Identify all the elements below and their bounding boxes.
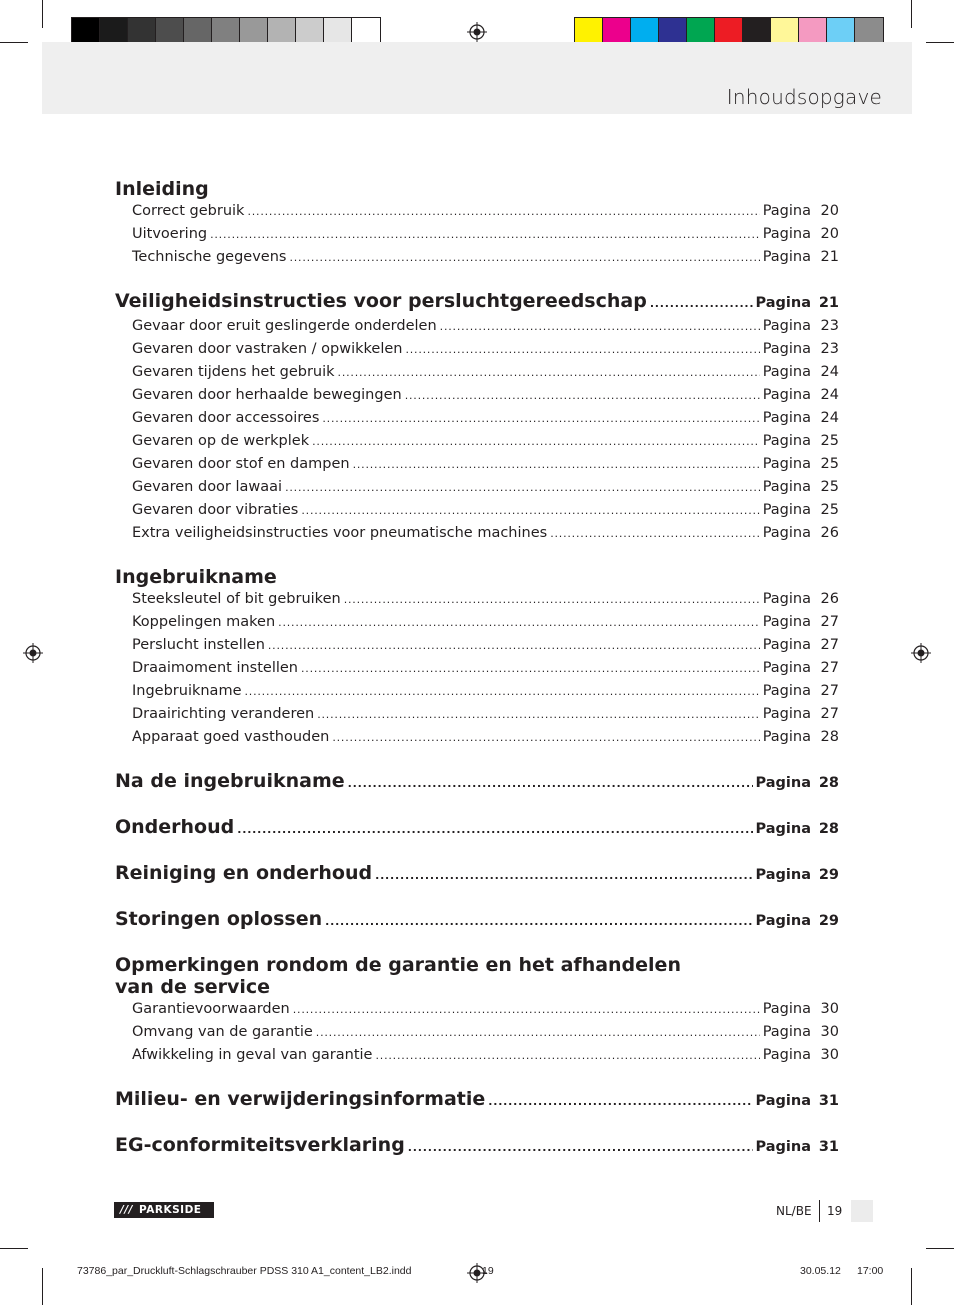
toc-entry (115, 315, 839, 338)
page-ref: 27 (820, 637, 839, 653)
toc-entry-label: Gevaren door stof en dampen (132, 456, 350, 472)
page-ref: 28 (818, 821, 839, 837)
toc-entry (115, 726, 839, 749)
toc-entry (115, 430, 839, 453)
leader-dots (353, 454, 760, 476)
page-ref: 21 (820, 249, 839, 265)
page-ref: 28 (818, 775, 839, 791)
toc-entry-label: Draaimoment instellen (132, 660, 298, 676)
leader-dots (408, 1137, 753, 1159)
leader-dots (237, 819, 752, 841)
toc-section-title: Milieu- en verwijderingsinformatie (115, 1088, 486, 1110)
page-label: Pagina (762, 591, 811, 607)
toc-entry (115, 407, 839, 430)
page-ref: 20 (820, 226, 839, 242)
slug-time: 17:00 (857, 1265, 884, 1277)
page-ref: 23 (820, 318, 839, 334)
leader-dots (332, 727, 759, 749)
page-label: Pagina (755, 913, 811, 929)
leader-dots (312, 431, 760, 453)
toc-section-row (115, 908, 839, 933)
toc-section-title: Onderhoud (115, 816, 235, 838)
table-of-contents (115, 178, 839, 1159)
toc-entry (115, 703, 839, 726)
page-label: Pagina (762, 318, 811, 334)
registration-mark-icon (911, 643, 931, 663)
page-ref: 30 (820, 1047, 839, 1063)
page-ref: 27 (820, 683, 839, 699)
leader-dots (301, 500, 759, 522)
page-ref: 25 (820, 456, 839, 472)
page-label: Pagina (762, 637, 811, 653)
leader-dots (289, 247, 759, 269)
toc-entry (115, 1044, 839, 1067)
registration-mark-icon (467, 22, 487, 42)
page-ref: 24 (820, 410, 839, 426)
toc-section-title: Ingebruikname (115, 566, 277, 588)
page-ref: 30 (820, 1024, 839, 1040)
page-ref: 25 (820, 479, 839, 495)
leader-dots (550, 523, 760, 545)
toc-entry-label: Gevaren tijdens het gebruik (132, 364, 335, 380)
page-ref: 27 (820, 614, 839, 630)
leader-dots (316, 1022, 760, 1044)
toc-entry-label: Technische gegevens (132, 249, 287, 265)
toc-section-row (115, 290, 839, 315)
crop-mark (0, 42, 28, 43)
toc-section-title: Storingen oplossen (115, 908, 323, 930)
page-ref: 31 (818, 1093, 839, 1109)
toc-entry-label: Draairichting veranderen (132, 706, 315, 722)
toc-entry (115, 200, 839, 223)
toc-entry-label: Extra veiligheidsinstructies voor pneumatische machines (132, 525, 548, 541)
page-ref: 29 (818, 913, 839, 929)
page-label: Pagina (755, 1093, 811, 1109)
page-ref: 25 (820, 502, 839, 518)
page-label: Pagina (762, 456, 811, 472)
page-label: Pagina (755, 295, 811, 311)
toc-section-row (115, 1088, 839, 1113)
page-label: Pagina (762, 410, 811, 426)
toc-entry-label: Garantievoorwaarden (132, 1001, 290, 1017)
toc-entry-label: Perslucht instellen (132, 637, 265, 653)
toc-entry (115, 361, 839, 384)
page-label: Pagina (762, 660, 811, 676)
page-ref: 29 (818, 867, 839, 883)
page-label: Pagina (762, 226, 811, 242)
toc-entry-label: Correct gebruik (132, 203, 245, 219)
page-label: Pagina (762, 203, 811, 219)
leader-dots (322, 408, 759, 430)
leader-dots (268, 635, 760, 657)
page-ref: 24 (820, 364, 839, 380)
page-label: Pagina (755, 867, 811, 883)
crop-mark (0, 1248, 28, 1249)
toc-entry (115, 476, 839, 499)
leader-dots (317, 704, 759, 726)
toc-entry-label: Afwikkeling in geval van garantie (132, 1047, 373, 1063)
page-ref: 23 (820, 341, 839, 357)
page-label: Pagina (762, 387, 811, 403)
page-label: Pagina (762, 614, 811, 630)
brand-slashes: /// (120, 1204, 134, 1216)
toc-section-row (115, 1134, 839, 1159)
leader-dots (348, 773, 753, 795)
page-label: Pagina (755, 1139, 811, 1155)
toc-entry (115, 680, 839, 703)
toc-section-title: EG-conformiteitsverklaring (115, 1134, 405, 1156)
toc-entry (115, 223, 839, 246)
page-label: Pagina (762, 683, 811, 699)
page-label: Pagina (762, 433, 811, 449)
leader-dots (344, 589, 760, 611)
page-label: Pagina (755, 775, 811, 791)
toc-entry-label: Apparaat goed vasthouden (132, 729, 330, 745)
toc-section-title-line2: van de service (115, 976, 271, 998)
toc-entry (115, 384, 839, 407)
crop-mark (42, 0, 43, 28)
slug-page: 19 (482, 1265, 494, 1277)
parkside-logo (114, 1202, 214, 1218)
toc-entry (115, 998, 839, 1021)
page-label: Pagina (755, 821, 811, 837)
toc-entry (115, 246, 839, 269)
crop-mark (42, 1268, 43, 1305)
toc-entry (115, 1021, 839, 1044)
toc-entry-label: Koppelingen maken (132, 614, 276, 630)
page-label: Pagina (762, 729, 811, 745)
leader-dots (338, 362, 760, 384)
page-number: 19 (827, 1204, 843, 1218)
toc-section-title: Opmerkingen rondom de garantie en het afhandelen (115, 954, 681, 976)
toc-section-row (115, 862, 839, 887)
toc-entry-label: Gevaren op de werkplek (132, 433, 310, 449)
toc-entry-label: Gevaren door lawaai (132, 479, 283, 495)
toc-entry-label: Uitvoering (132, 226, 208, 242)
leader-dots (247, 201, 759, 223)
page-label: Pagina (762, 1024, 811, 1040)
leader-dots (285, 477, 760, 499)
toc-section-row (115, 770, 839, 795)
page-ref: 25 (820, 433, 839, 449)
page-ref: 30 (820, 1001, 839, 1017)
leader-dots (210, 224, 760, 246)
crop-mark (911, 1268, 912, 1305)
toc-entry (115, 657, 839, 680)
toc-entry-label: Gevaren door herhaalde bewegingen (132, 387, 402, 403)
crop-mark (911, 0, 912, 28)
slug-date: 30.05.12 (800, 1265, 841, 1277)
registration-mark-icon (23, 643, 43, 663)
toc-entry (115, 499, 839, 522)
toc-entry-label: Ingebruikname (132, 683, 242, 699)
leader-dots (440, 316, 760, 338)
page-ref: 20 (820, 203, 839, 219)
brand-name: PARKSIDE (139, 1204, 202, 1216)
leader-dots (405, 385, 760, 407)
footer-divider (819, 1200, 820, 1222)
leader-dots (245, 681, 760, 703)
page-ref: 26 (820, 525, 839, 541)
leader-dots (375, 1045, 759, 1067)
leader-dots (405, 339, 759, 361)
page-ref: 26 (820, 591, 839, 607)
toc-entry (115, 338, 839, 361)
page-ref: 31 (818, 1139, 839, 1155)
page-title: Inhoudsopgave (726, 85, 882, 109)
page-label: Pagina (762, 364, 811, 380)
toc-entry (115, 634, 839, 657)
toc-section-title: Reiniging en onderhoud (115, 862, 373, 884)
page-ref: 28 (820, 729, 839, 745)
page-label: Pagina (762, 341, 811, 357)
page-label: Pagina (762, 706, 811, 722)
toc-entry-label: Steeksleutel of bit gebruiken (132, 591, 341, 607)
page-label: Pagina (762, 502, 811, 518)
toc-entry-label: Gevaar door eruit geslingerde onderdelen (132, 318, 437, 334)
leader-dots (375, 865, 752, 887)
crop-mark (926, 1248, 954, 1249)
page-label: Pagina (762, 1047, 811, 1063)
page-tab (851, 1200, 873, 1222)
toc-section-title: Veiligheidsinstructies voor persluchtgereedschap (115, 290, 647, 312)
toc-section-title: Inleiding (115, 178, 209, 200)
page-label: Pagina (762, 525, 811, 541)
leader-dots (325, 911, 752, 933)
leader-dots (301, 658, 760, 680)
leader-dots (488, 1091, 752, 1113)
page-ref: 27 (820, 660, 839, 676)
toc-entry-label: Gevaren door vibraties (132, 502, 299, 518)
toc-entry-label: Gevaren door vastraken / opwikkelen (132, 341, 403, 357)
page-ref: 24 (820, 387, 839, 403)
page-label: Pagina (762, 1001, 811, 1017)
leader-dots (278, 612, 760, 634)
page-ref: 27 (820, 706, 839, 722)
toc-entry (115, 588, 839, 611)
leader-dots (293, 999, 760, 1021)
toc-entry (115, 453, 839, 476)
leader-dots (650, 293, 753, 315)
page-label: Pagina (762, 249, 811, 265)
toc-section-title: Na de ingebruikname (115, 770, 345, 792)
page-label: Pagina (762, 479, 811, 495)
toc-entry (115, 522, 839, 545)
toc-entry-label: Omvang van de garantie (132, 1024, 313, 1040)
page-ref: 21 (818, 295, 839, 311)
slug-filename: 73786_par_Druckluft-Schlagschrauber PDSS 310 A1_content_LB2.indd (77, 1265, 412, 1277)
toc-entry-label: Gevaren door accessoires (132, 410, 320, 426)
crop-mark (926, 42, 954, 43)
toc-entry (115, 611, 839, 634)
language-code: NL/BE (776, 1204, 812, 1218)
toc-section-row (115, 816, 839, 841)
